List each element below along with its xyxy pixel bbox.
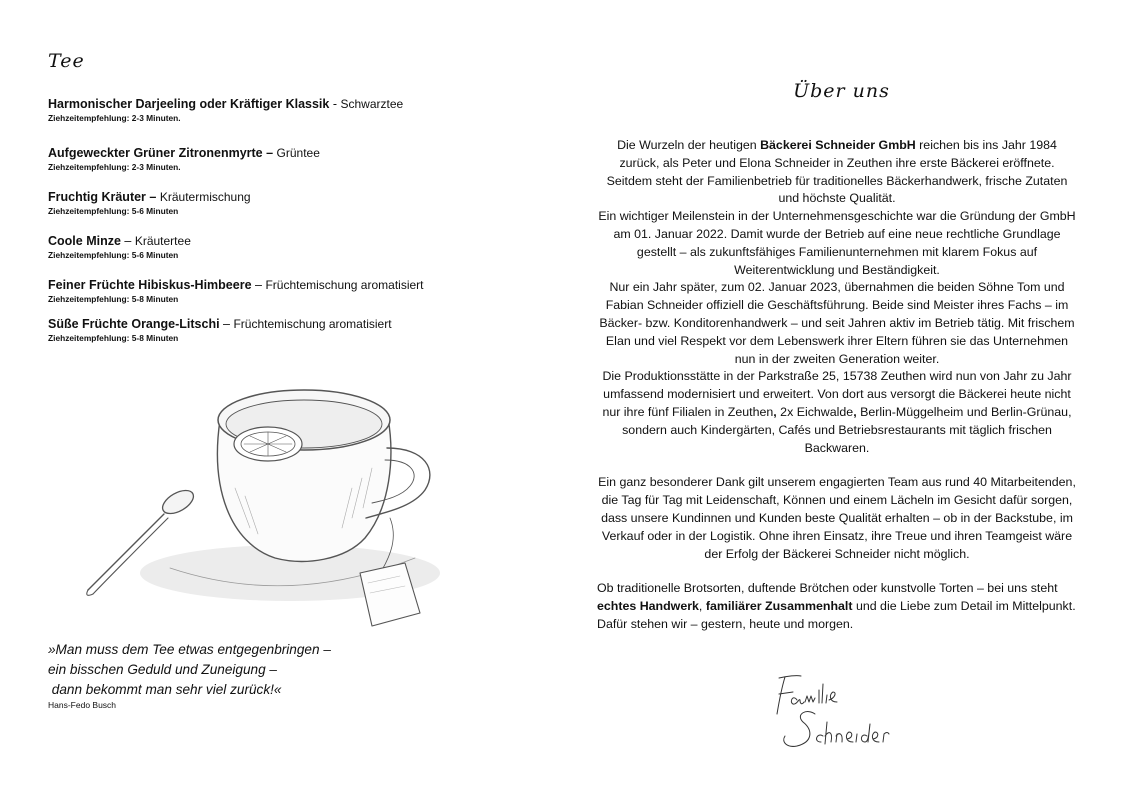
list-item: [48, 277, 508, 305]
steep-time: Ziehzeitempfehlung: 5-8 Minuten: [48, 294, 179, 304]
tea-separator: –: [120, 234, 135, 248]
list-item: [48, 145, 508, 173]
tea-name: Fruchtig Kräuter –: [48, 190, 157, 204]
tea-kind: Kräutertee: [134, 234, 191, 248]
about-paragraph: Ein wichtiger Meilenstein in der Unternehmensgeschichte war die Gründung der GmbH am 01. Januar 2022. Damit wurde der Betrieb auf eine neue rechtliche Grundlage gestellt – als zukunftsfähiges Familienunternehmen mit klarem Fokus auf Weiterentwicklung und Beständigkeit.: [598, 209, 1076, 277]
tea-kind: Schwarztee: [340, 97, 404, 111]
list-item: [48, 189, 508, 217]
about-paragraph: Ob traditionelle Brotsorten, duftende Brötchen oder kunstvolle Torten – bei uns steht echtes Handwerk, familiärer Zusammenhalt und die Liebe zum Detail im Mittelpunkt. Dafür stehen wir – gestern, heute und morgen.: [597, 581, 1076, 631]
quote-line: »Man muss dem Tee etwas entgegenbringen –: [48, 642, 331, 657]
tea-quote: [48, 640, 468, 700]
right-page: [561, 0, 1122, 793]
quote-line: dann bekommt man sehr viel zurück!«: [48, 682, 282, 697]
tea-name: Harmonischer Darjeeling oder Kräftiger Klassik: [48, 97, 330, 111]
tea-name: Feiner Früchte Hibiskus-Himbeere: [48, 278, 252, 292]
tea-section-title: Tee: [48, 50, 85, 72]
quote-author: Hans-Fedo Busch: [48, 700, 117, 710]
about-text: [597, 137, 1077, 634]
tea-separator: -: [329, 97, 341, 111]
tea-kind: Grüntee: [276, 146, 320, 160]
list-item: [48, 96, 508, 124]
quote-line: ein bisschen Geduld und Zuneigung –: [48, 662, 277, 677]
steep-time: Ziehzeitempfehlung: 2-3 Minuten.: [48, 162, 181, 172]
tea-kind: Früchtemischung aromatisiert: [265, 278, 424, 292]
steep-time: Ziehzeitempfehlung: 5-6 Minuten: [48, 250, 179, 260]
teacup-illustration: [60, 368, 460, 648]
list-item: [48, 233, 508, 261]
steep-time: Ziehzeitempfehlung: 2-3 Minuten.: [48, 113, 181, 123]
tea-name: Aufgeweckter Grüner Zitronenmyrte –: [48, 146, 274, 160]
steep-time: Ziehzeitempfehlung: 5-6 Minuten: [48, 206, 179, 216]
steep-time: Ziehzeitempfehlung: 5-8 Minuten: [48, 333, 179, 343]
tea-kind: Früchtemischung aromatisiert: [233, 317, 392, 331]
tea-list: [48, 96, 508, 344]
about-paragraph: Die Produktionsstätte in der Parkstraße 25, 15738 Zeuthen wird nun von Jahr zu Jahr umfassend modernisiert und erweitert. Von dort aus versorgt die Bäckerei heute nicht nur ihre fünf Filialen in Zeuthen, 2x Eichwalde, Berlin-Müggelheim und Berlin-Grünau, sondern auch Kindergärten, Cafés und Betriebsrestaurants mit täglich frischen Backwaren.: [602, 369, 1072, 455]
company-name: Bäckerei Schneider GmbH: [760, 138, 916, 152]
tea-name: Süße Früchte Orange-Litschi: [48, 317, 220, 331]
about-paragraph: Die Wurzeln der heutigen Bäckerei Schneider GmbH reichen bis ins Jahr 1984 zurück, als Peter und Elona Schneider in Zeuthen ihre erste Bäckerei eröffnete. Seitdem steht der Familienbetrieb für traditionelles Bäckerhandwerk, frische Zutaten und höchste Qualität.: [606, 138, 1068, 206]
about-paragraph: Ein ganz besonderer Dank gilt unserem engagierten Team aus rund 40 Mitarbeitenden, die Tag für Tag mit Leidenschaft, Können und einem Lächeln im Gesicht dafür sorgen, dass unsere Kundinnen und Kunden beste Qualität erhalten – ob in der Backstube, im Verkauf oder in der Logistik. Ohne ihren Einsatz, ihre Treue und ihren Teamgeist wäre der Erfolg der Bäckerei Schneider nicht möglich.: [598, 475, 1076, 561]
about-title: Über uns: [793, 80, 890, 102]
family-signature: [767, 670, 907, 760]
list-item: [48, 316, 508, 344]
tea-separator: –: [219, 317, 234, 331]
about-paragraph: Nur ein Jahr später, zum 02. Januar 2023, übernahmen die beiden Söhne Tom und Fabian Schneider offiziell die Geschäftsführung. Beide sind Meister ihres Fachs – im Bäcker- bzw. Konditorenhandwerk – und seit Jahren aktiv im Betrieb tätig. Mit frischem Elan und viel Respekt vor dem Lebenswerk ihrer Eltern führen sie das Unternehmen nun in der zweiten Generation weiter.: [599, 280, 1075, 366]
tea-name: Coole Minze: [48, 234, 121, 248]
tea-kind: Kräutermischung: [159, 190, 251, 204]
tea-separator: –: [251, 278, 266, 292]
